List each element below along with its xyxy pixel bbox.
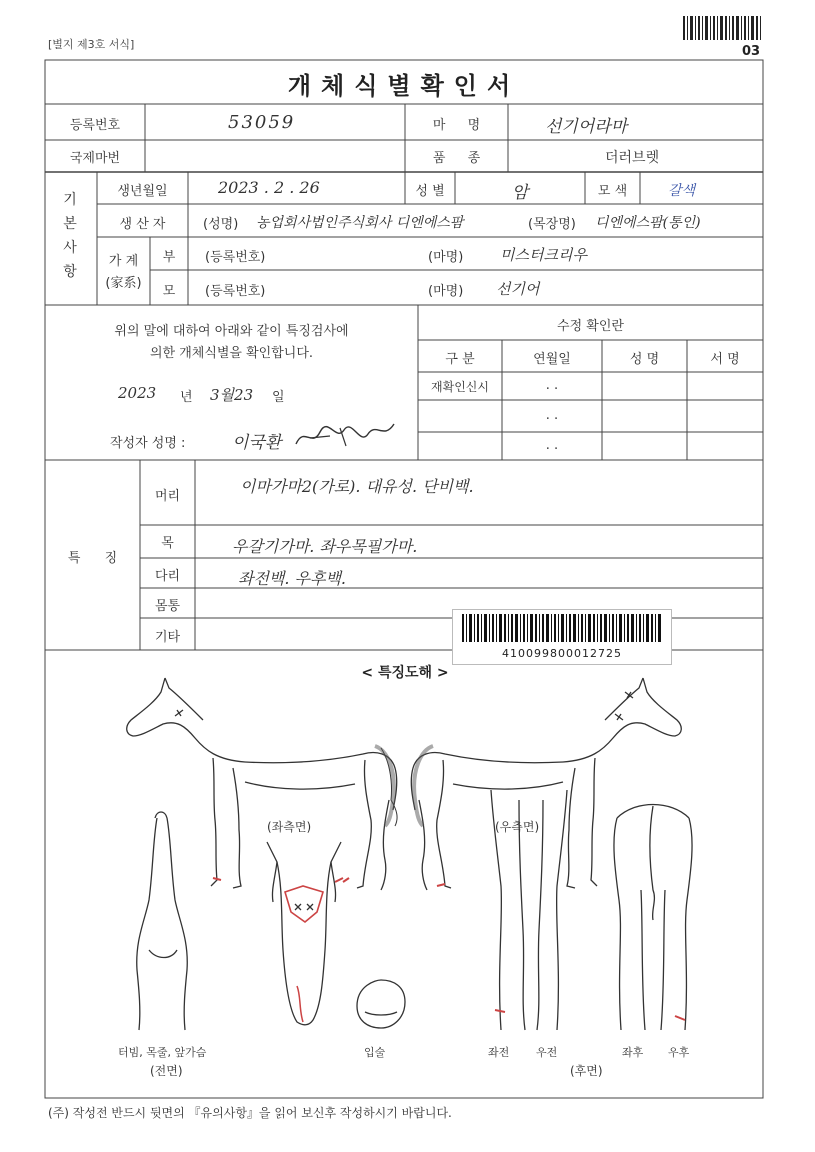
revision-title: 수정 확인란: [557, 319, 624, 334]
horse-name-value: 선기어라마: [545, 117, 628, 137]
revision-header-sign: 서 명: [710, 352, 740, 367]
sire-label: 부: [162, 250, 176, 265]
breed-value: 더러브렛: [605, 150, 660, 166]
dob-value: 2023 . 2 . 26: [218, 178, 320, 197]
rear-view: [614, 805, 692, 1031]
feature-label-other: 기타: [154, 630, 181, 645]
front-view-body: [137, 812, 188, 1030]
owner-name-value: 농업회사법인주식회사 디엔에스팜: [256, 215, 464, 231]
sire-reg-label: (등록번호): [205, 250, 266, 265]
diagram-title: < 특징도해 >: [361, 665, 449, 681]
rear-label: (후면): [570, 1064, 603, 1078]
intl-no-label: 국제마번: [69, 151, 121, 166]
writer-label: 작성자 성명 :: [110, 436, 186, 451]
feature-value-neck: 우갈기가마. 좌우목필가마.: [232, 537, 418, 556]
sticker-barcode: [462, 614, 662, 642]
horse-diagrams: [45, 650, 763, 1098]
confirm-day-unit: 일: [272, 390, 285, 405]
color-label: 모 색: [597, 184, 628, 199]
pedigree-label: 가 계: [108, 254, 139, 269]
revision-row-3-date: . .: [545, 438, 559, 453]
farm-name-value: 디엔에스팜(통인): [595, 215, 701, 231]
right-side-horse: [411, 678, 681, 890]
sex-label: 성 별: [415, 184, 445, 199]
revision-header-type: 구 분: [445, 352, 475, 367]
lips-view: [357, 980, 405, 1028]
right-fore-label: 우전: [536, 1046, 558, 1059]
page-number: 03: [742, 44, 761, 59]
sire-name-label: (마명): [428, 250, 464, 265]
right-side-label: (우측면): [495, 820, 540, 834]
revision-header-name: 성 명: [629, 352, 660, 367]
feature-label-legs: 다리: [154, 569, 181, 584]
form-number: [별지 제3호 서식]: [48, 38, 135, 51]
statement-line-2: 의한 개체식별을 확인합니다.: [149, 346, 314, 361]
dam-label: 모: [162, 284, 176, 299]
writer-name: 이국환: [232, 433, 282, 453]
revision-row-1-type: 재확인신시: [431, 380, 489, 394]
producer-label: 생 산 자: [119, 217, 166, 232]
footer-note: (주) 작성전 반드시 뒷면의 『유의사항』을 읽어 보신후 작성하시기 바랍니다.: [48, 1106, 452, 1120]
front-head: [267, 842, 349, 1025]
pedigree-hanja: (家系): [105, 276, 142, 291]
writer-signature: [290, 418, 400, 454]
feature-label-body: 몸통: [154, 599, 181, 614]
left-side-label: (좌측면): [267, 820, 312, 834]
revision-row-2-date: . .: [545, 408, 559, 423]
document-title: 개체식별확인서: [287, 72, 521, 100]
horse-name-label: 마 명: [432, 118, 481, 133]
left-hind-label: 좌후: [622, 1046, 644, 1059]
sticker-number: 410099800012725: [502, 647, 622, 660]
left-fore-label: 좌전: [488, 1046, 510, 1059]
revision-header-date: 연월일: [533, 352, 571, 367]
feature-label-neck: 목: [161, 536, 174, 551]
front-label: (전면): [150, 1064, 183, 1078]
confirm-month-day: 3월23: [210, 386, 254, 404]
revision-row-1-date: . .: [545, 378, 559, 393]
owner-name-label: (성명): [203, 217, 239, 232]
front-caption: 터빔, 목줄, 앞가슴: [118, 1046, 207, 1059]
sex-value: 암: [511, 183, 529, 203]
sire-name-value: 미스터크리우: [500, 246, 587, 264]
feature-value-legs: 좌전백. 우후백.: [238, 569, 346, 588]
color-value: 갈색: [668, 183, 696, 199]
confirm-year: 2023: [118, 384, 157, 402]
features-section-label: 특 징: [67, 551, 118, 566]
statement-line-1: 위의 말에 대하여 아래와 같이 특징검사에: [114, 324, 349, 339]
reg-no-value: 53059: [228, 112, 296, 133]
reg-no-label: 등록번호: [69, 118, 121, 133]
dob-label: 생년월일: [117, 184, 168, 199]
feature-label-head: 머리: [154, 489, 181, 504]
dam-name-label: (마명): [428, 284, 464, 299]
right-hind-label: 우후: [668, 1046, 690, 1059]
dam-name-value: 선기어: [496, 280, 540, 298]
basic-section-label: 기본사항: [63, 192, 77, 280]
feature-value-head: 이마가마2(가로). 대유성. 단비백.: [240, 477, 474, 496]
breed-label: 품 종: [432, 151, 481, 166]
left-side-horse: [127, 678, 397, 890]
dam-reg-label: (등록번호): [205, 284, 266, 299]
confirm-year-unit: 년: [180, 390, 193, 405]
lips-label: 입술: [364, 1046, 386, 1059]
farm-name-label: (목장명): [528, 217, 576, 232]
